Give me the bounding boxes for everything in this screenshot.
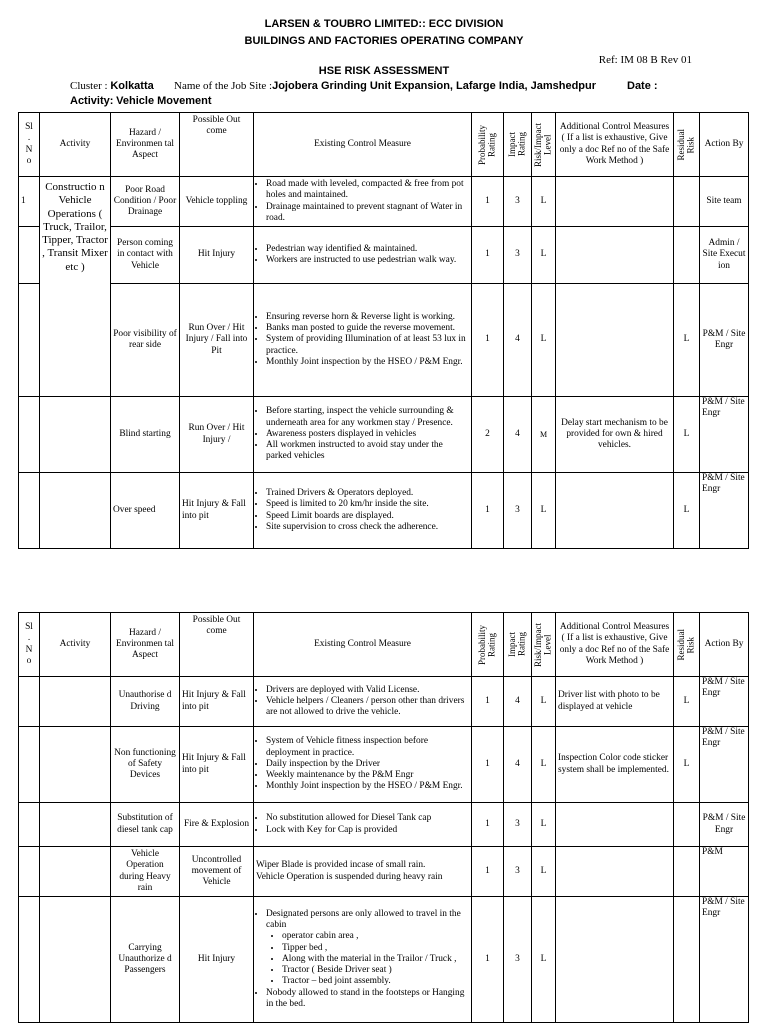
- hazard-cell: Vehicle Operation during Heavy rain: [111, 847, 180, 897]
- impact-cell: 3: [504, 803, 532, 847]
- activity-cell: [40, 727, 111, 803]
- activity-cell: [40, 897, 111, 1023]
- activity-cell: [40, 397, 111, 473]
- additional-cell: [556, 473, 674, 549]
- col-hazard: Hazard / Environmen tal Aspect: [111, 113, 180, 177]
- additional-cell: Delay start mechanism to be provided for own & hired vehicles.: [556, 397, 674, 473]
- control-cell: • System of Vehicle fitness inspection before deployment in practice. • Daily inspection by the Driver • Weekly maintenance by the P&M Engr • Monthly Joint inspection by the HSEO / P&M Engr.: [254, 727, 472, 803]
- table-row: [19, 473, 749, 549]
- table-row: [19, 897, 749, 1023]
- impact-cell: 3: [504, 177, 532, 227]
- impact-cell: 3: [504, 847, 532, 897]
- residual-cell: L: [674, 397, 700, 473]
- sl-number: [19, 284, 40, 397]
- hazard-cell: Poor Road Condition / Poor Drainage: [111, 177, 180, 227]
- sl-number: 1: [19, 177, 40, 227]
- activity-value: Vehicle Movement: [116, 95, 212, 107]
- activity-cell: [40, 677, 111, 727]
- action-cell: P&M / Site Engr: [700, 727, 749, 803]
- outcome-cell: Hit Injury: [180, 227, 254, 284]
- risk-cell: L: [532, 727, 556, 803]
- residual-cell: [674, 897, 700, 1023]
- hazard-cell: Over speed: [111, 473, 180, 549]
- residual-cell: L: [674, 677, 700, 727]
- hazard-cell: Non functioning of Safety Devices: [111, 727, 180, 803]
- col-activity: Activity: [40, 613, 111, 677]
- outcome-cell: Hit Injury & Fall into pit: [180, 727, 254, 803]
- col-hazard: Hazard / Environmen tal Aspect: [111, 613, 180, 677]
- col-impact: Impact Rating: [504, 613, 532, 677]
- table-row: [19, 284, 749, 397]
- outcome-cell: Vehicle toppling: [180, 177, 254, 227]
- col-residual: Residual Risk: [674, 613, 700, 677]
- control-cell: • No substitution allowed for Diesel Tank cap • Lock with Key for Cap is provided: [254, 803, 472, 847]
- additional-cell: Inspection Color code sticker system shall be implemented.: [556, 727, 674, 803]
- hazard-cell: Blind starting: [111, 397, 180, 473]
- cluster-label: Cluster :: [70, 80, 108, 92]
- col-impact: Impact Rating: [504, 113, 532, 177]
- action-cell: P&M / Site Engr: [700, 473, 749, 549]
- col-risk: Risk/Impact Level: [532, 613, 556, 677]
- table-row: [19, 677, 749, 727]
- outcome-cell: Fire & Explosion: [180, 803, 254, 847]
- table-row: [19, 847, 749, 897]
- risk-cell: L: [532, 677, 556, 727]
- col-residual: Residual Risk: [674, 113, 700, 177]
- outcome-cell: Hit Injury & Fall into pit: [180, 677, 254, 727]
- risk-cell: L: [532, 177, 556, 227]
- probability-cell: 1: [472, 473, 504, 549]
- control-cell: • Trained Drivers & Operators deployed. • Speed is limited to 20 km/hr inside the site. • Speed Limit boards are displayed. • Site supervision to cross check the adherence.: [254, 473, 472, 549]
- action-cell: P&M / Site Engr: [700, 897, 749, 1023]
- sl-number: [19, 847, 40, 897]
- risk-cell: L: [532, 284, 556, 397]
- table-row: [19, 727, 749, 803]
- col-probability: Probability Rating: [472, 613, 504, 677]
- probability-cell: 1: [472, 803, 504, 847]
- impact-cell: 4: [504, 727, 532, 803]
- outcome-cell: Hit Injury: [180, 897, 254, 1023]
- action-cell: P&M / Site Engr: [700, 677, 749, 727]
- table-row: [19, 803, 749, 847]
- probability-cell: 1: [472, 177, 504, 227]
- col-additional: Additional Control Measures ( If a list is exhaustive, Give only a doc Ref no of the Safe Work Method ): [556, 113, 674, 177]
- col-control: Existing Control Measure: [254, 113, 472, 177]
- date-line: [627, 80, 658, 92]
- risk-cell: L: [532, 897, 556, 1023]
- activity-cell: [40, 473, 111, 549]
- risk-cell: L: [532, 227, 556, 284]
- job-site-line: [174, 80, 596, 92]
- activity-cell: [40, 803, 111, 847]
- col-probability: Probability Rating: [472, 113, 504, 177]
- hazard-cell: Unauthorise d Driving: [111, 677, 180, 727]
- risk-table-1: [18, 112, 749, 549]
- additional-cell: [556, 227, 674, 284]
- probability-cell: 1: [472, 727, 504, 803]
- control-cell: • Drivers are deployed with Valid License. • Vehicle helpers / Cleaners / person other than drivers are not allowed to drive the vehicle.: [254, 677, 472, 727]
- additional-cell: [556, 177, 674, 227]
- cluster-value: Kolkatta: [110, 80, 154, 92]
- date-label: Date :: [627, 80, 658, 92]
- sl-number: [19, 897, 40, 1023]
- activity-cell: [40, 284, 111, 397]
- table-header-row: [19, 613, 749, 677]
- sl-number: [19, 397, 40, 473]
- probability-cell: 1: [472, 284, 504, 397]
- additional-cell: [556, 284, 674, 397]
- impact-cell: 3: [504, 897, 532, 1023]
- risk-cell: M: [532, 397, 556, 473]
- hazard-cell: Poor visibility of rear side: [111, 284, 180, 397]
- probability-cell: 1: [472, 897, 504, 1023]
- sl-number: [19, 803, 40, 847]
- control-cell: • Ensuring reverse horn & Reverse light is working. • Banks man posted to guide the reverse movement. • System of providing Illumination of at least 53 lux in practice. • Monthly Joint inspection by the HSEO / P&M Engr.: [254, 284, 472, 397]
- residual-cell: [674, 847, 700, 897]
- action-cell: P&M / Site Engr: [700, 284, 749, 397]
- probability-cell: 1: [472, 847, 504, 897]
- action-cell: P&M / Site Engr: [700, 803, 749, 847]
- col-sl: Sl . N o: [19, 113, 40, 177]
- action-cell: Site team: [700, 177, 749, 227]
- action-cell: Admin / Site Execut ion: [700, 227, 749, 284]
- probability-cell: 1: [472, 227, 504, 284]
- activity-label: Activity:: [70, 95, 114, 107]
- action-cell: P&M: [700, 847, 749, 897]
- control-cell: Wiper Blade is provided incase of small rain. Vehicle Operation is suspended during heavy rain: [254, 847, 472, 897]
- risk-cell: L: [532, 847, 556, 897]
- col-sl: Sl . N o: [19, 613, 40, 677]
- hazard-cell: Carrying Unauthorize d Passengers: [111, 897, 180, 1023]
- job-site-value: Jojobera Grinding Unit Expansion, Lafarge India, Jamshedpur: [272, 80, 597, 92]
- job-site-label: Name of the Job Site :: [174, 80, 273, 92]
- col-activity: Activity: [40, 113, 111, 177]
- outcome-cell: Hit Injury & Fall into pit: [180, 473, 254, 549]
- division-title: BUILDINGS AND FACTORIES OPERATING COMPANY: [244, 35, 524, 47]
- additional-cell: Driver list with photo to be displayed at vehicle: [556, 677, 674, 727]
- residual-cell: L: [674, 727, 700, 803]
- sl-number: [19, 473, 40, 549]
- table-row: [19, 397, 749, 473]
- cluster-line: [70, 80, 154, 92]
- residual-cell: L: [674, 284, 700, 397]
- col-outcome: Possible Out come: [180, 613, 254, 677]
- additional-cell: [556, 803, 674, 847]
- impact-cell: 3: [504, 473, 532, 549]
- additional-cell: [556, 847, 674, 897]
- impact-cell: 4: [504, 397, 532, 473]
- action-cell: P&M / Site Engr: [700, 397, 749, 473]
- col-action: Action By: [700, 613, 749, 677]
- impact-cell: 4: [504, 284, 532, 397]
- probability-cell: 1: [472, 677, 504, 727]
- document-reference: Ref: IM 08 B Rev 01: [598, 54, 692, 66]
- residual-cell: L: [674, 473, 700, 549]
- risk-cell: L: [532, 803, 556, 847]
- control-cell: • Pedestrian way identified & maintained. • Workers are instructed to use pedestrian walk way.: [254, 227, 472, 284]
- outcome-cell: Run Over / Hit Injury / Fall into Pit: [180, 284, 254, 397]
- residual-cell: [674, 227, 700, 284]
- control-cell: • Road made with leveled, compacted & free from pot holes and maintained. • Drainage maintained to prevent stagnant of Water in road.: [254, 177, 472, 227]
- col-control: Existing Control Measure: [254, 613, 472, 677]
- additional-cell: [556, 897, 674, 1023]
- col-outcome: Possible Out come: [180, 113, 254, 177]
- activity-line: [70, 95, 212, 107]
- activity-cell: [40, 847, 111, 897]
- col-additional: Additional Control Measures ( If a list is exhaustive, Give only a doc Ref no of the Safe Work Method ): [556, 613, 674, 677]
- impact-cell: 4: [504, 677, 532, 727]
- col-action: Action By: [700, 113, 749, 177]
- document-title: HSE RISK ASSESSMENT: [318, 65, 450, 77]
- hazard-cell: Person coming in contact with Vehicle: [111, 227, 180, 284]
- probability-cell: 2: [472, 397, 504, 473]
- activity-cell: Constructio n Vehicle Operations ( Truck, Trailor, Tipper, Tractor , Transit Mixer etc ): [40, 177, 111, 284]
- sl-number: [19, 727, 40, 803]
- company-title: LARSEN & TOUBRO LIMITED:: ECC DIVISION: [264, 18, 504, 30]
- impact-cell: 3: [504, 227, 532, 284]
- col-risk: Risk/Impact Level: [532, 113, 556, 177]
- table-row: [19, 227, 749, 284]
- risk-table-2: [18, 612, 749, 1023]
- hazard-cell: Substitution of diesel tank cap: [111, 803, 180, 847]
- table-header-row: [19, 113, 749, 177]
- outcome-cell: Uncontrolled movement of Vehicle: [180, 847, 254, 897]
- sl-number: [19, 227, 40, 284]
- sl-number: [19, 677, 40, 727]
- residual-cell: [674, 177, 700, 227]
- control-cell: • Designated persons are only allowed to travel in the cabin • operator cabin area , • Tipper bed , • Along with the material in the Trailor / Truck , • Tractor ( Beside Driver seat ) • Tractor – bed joint assembly. • Nobody allowed to stand in the footsteps or Hanging in the bed.: [254, 897, 472, 1023]
- outcome-cell: Run Over / Hit Injury /: [180, 397, 254, 473]
- table-row: [19, 177, 749, 227]
- risk-cell: L: [532, 473, 556, 549]
- control-cell: • Before starting, inspect the vehicle surrounding & underneath area for any workmen stay / Presence. • Awareness posters displayed in vehicles • All workmen instructed to avoid stay under the parked vehicles: [254, 397, 472, 473]
- residual-cell: [674, 803, 700, 847]
